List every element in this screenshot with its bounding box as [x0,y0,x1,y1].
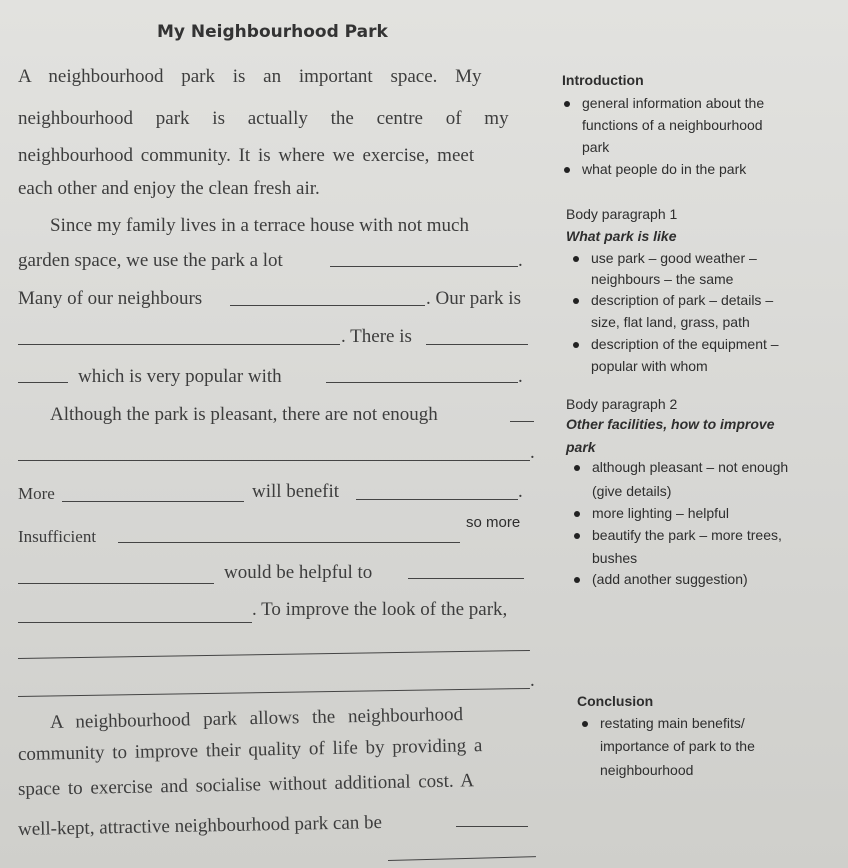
concl-line-3: space to exercise and socialise without additional cost. A [17,770,475,800]
body1-line-4: . There is [341,326,412,347]
blank-16[interactable] [18,688,530,697]
outline-bullet: general information about the [582,95,765,111]
intro-line-1: A neighbourhood park is an important space. My [18,66,482,87]
outline-text: neighbours – the same [591,271,734,287]
outline-bullet: description of the equipment – [591,336,779,352]
intro-line-3: neighbourhood community. It is where we exercise, meet [18,145,475,166]
outline-body2-sub2: park [566,439,596,455]
body2-helpful: would be helpful to [224,562,373,583]
body1-line-3b: . Our park is [426,288,521,309]
blank-4[interactable] [426,344,528,345]
blank-12[interactable] [18,583,214,584]
intro-line-2: neighbourhood park is actually the centre of my [18,108,509,129]
body2-line-1: Although the park is pleasant, there are not enough [50,404,438,425]
blank-5[interactable] [18,382,68,383]
body1-line-2: garden space, we use the park a lot [18,250,283,271]
outline-body2-sub1: Other facilities, how to improve [566,416,775,432]
outline-conclusion-heading: Conclusion [577,693,654,709]
outline-bullet: beautify the park – more trees, [592,527,782,543]
outline-text: bushes [592,550,638,566]
outline-intro-heading: Introduction [562,72,644,88]
blank-6[interactable] [326,382,518,383]
outline-body2-heading: Body paragraph 2 [566,396,678,412]
blank-1[interactable] [330,266,518,267]
outline-text: popular with whom [591,358,708,374]
intro-line-4: each other and enjoy the clean fresh air. [18,178,320,199]
page-title: My Neighbourhood Park [157,22,388,42]
outline-body1-sub: What park is like [566,228,677,244]
period-6: . [518,366,523,387]
blank-11[interactable] [118,542,460,543]
period-10: . [518,481,523,502]
body1-line-5: which is very popular with [78,366,282,387]
blank-3[interactable] [18,344,340,345]
blank-13[interactable] [408,578,524,579]
outline-bullet: restating main benefits/ [600,715,745,731]
outline-bullet: more lighting – helpful [592,505,729,521]
blank-10[interactable] [356,499,518,500]
body2-more: More [18,484,55,503]
body2-insufficient: Insufficient [18,527,97,546]
concl-line-1: A neighbourhood park allows the neighbourhood [49,704,464,733]
blank-8[interactable] [18,460,530,461]
blank-7[interactable] [510,421,534,422]
outline-bullet: use park – good weather – [591,250,757,266]
body1-line-3a: Many of our neighbours [18,288,203,309]
period-16: . [530,670,535,691]
blank-17[interactable] [456,826,528,827]
period-1: . [518,250,523,271]
outline-text: functions of a neighbourhood [582,117,763,133]
body2-improve: . To improve the look of the park, [252,599,508,620]
outline-text: size, flat land, grass, path [591,314,750,330]
blank-18[interactable] [388,856,536,861]
body2-will-benefit: will benefit [252,481,340,502]
blank-9[interactable] [62,501,244,502]
outline-body1-heading: Body paragraph 1 [566,206,678,222]
outline-bullet: (add another suggestion) [592,571,748,587]
outline-bullet: what people do in the park [582,161,747,177]
outline-text: importance of park to the [600,738,755,754]
concl-line-4: well-kept, attractive neighbourhood park can be [17,812,383,840]
outline-text: park [582,139,610,155]
outline-text: neighbourhood [600,762,694,778]
concl-line-2: community to improve their quality of life by providing a [17,735,483,765]
body1-line-1: Since my family lives in a terrace house with not much [50,215,469,236]
outline-bullet: although pleasant – not enough [592,459,789,475]
outline-text: (give details) [592,483,672,499]
body2-so-more: so more [466,514,521,531]
blank-14[interactable] [18,622,252,623]
outline-bullet: description of park – details – [591,292,774,308]
blank-2[interactable] [230,305,425,306]
period-8: . [530,442,535,463]
blank-15[interactable] [18,650,530,659]
